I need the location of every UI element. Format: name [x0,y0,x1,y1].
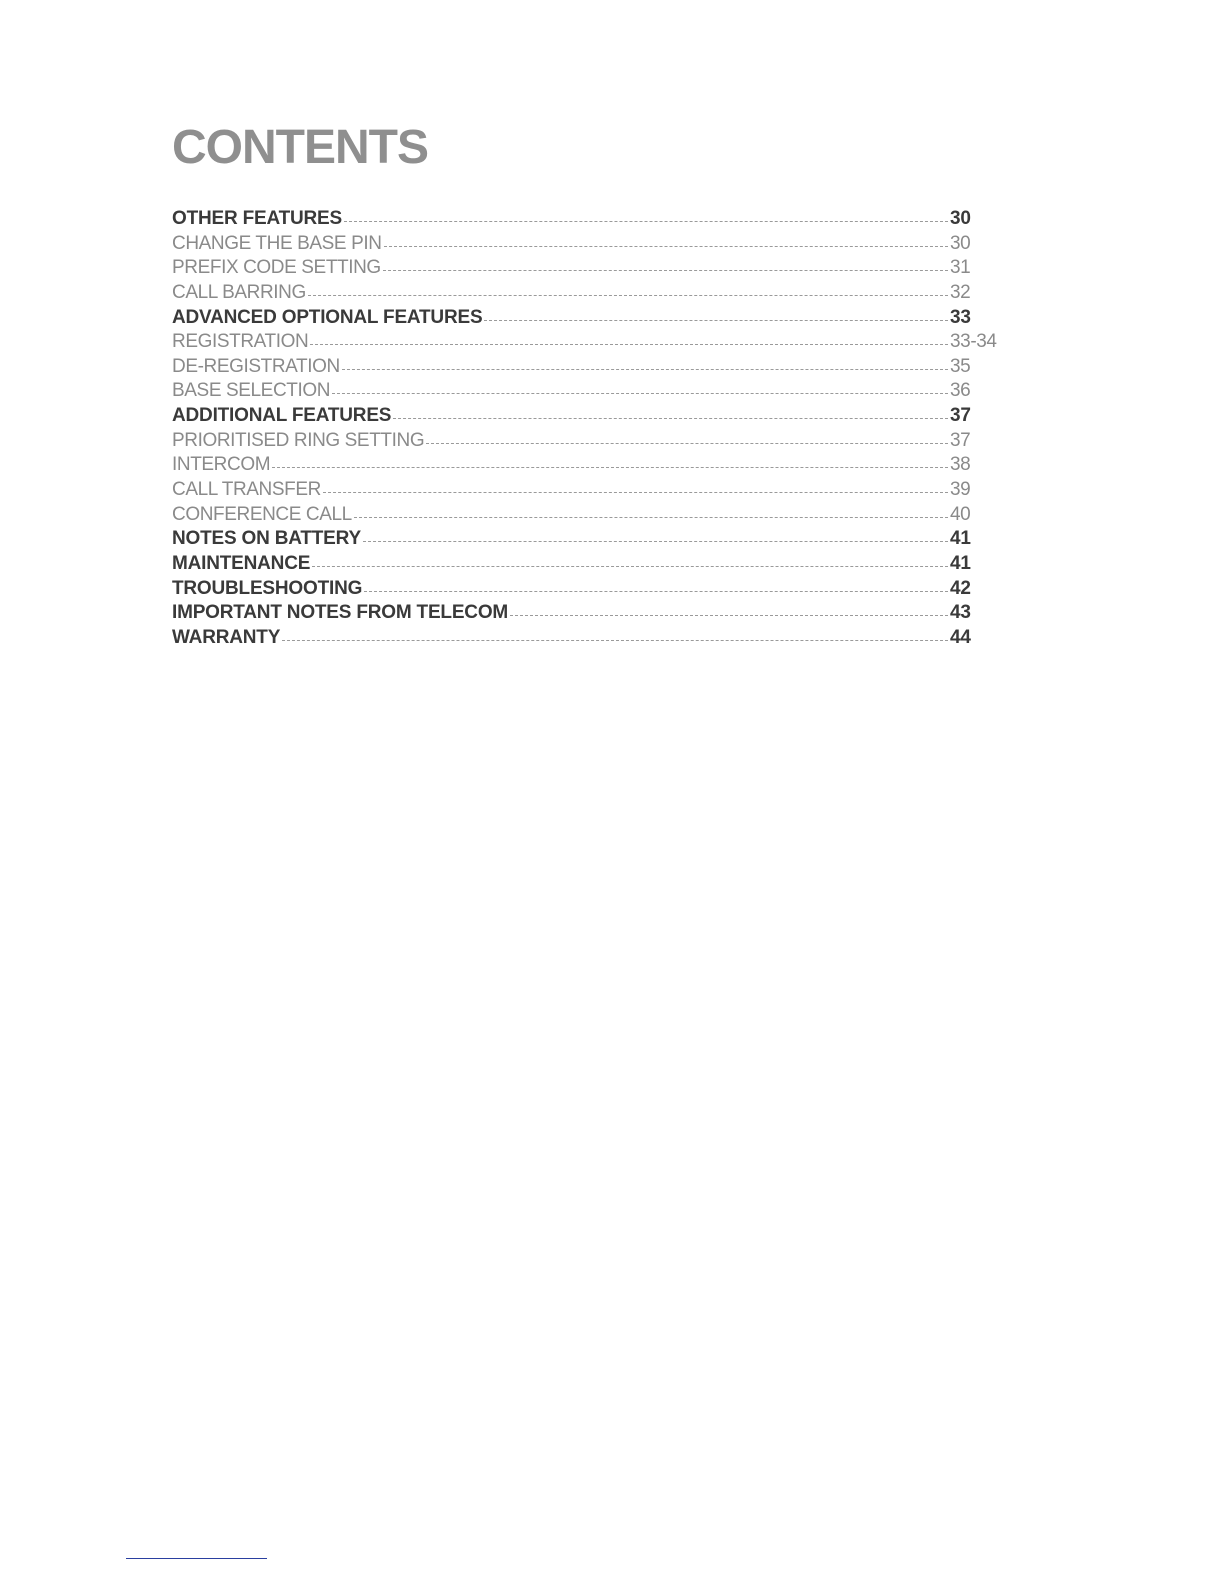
toc-entry[interactable] [172,208,970,233]
toc-entry-page-number: 33-34 [950,331,997,353]
toc-entry-label: CALL BARRING [172,281,306,303]
toc-entry-label: REGISTRATION [172,331,309,353]
toc-entry-label: ADDITIONAL FEATURES [172,405,392,427]
toc-entry-label: MAINTENANCE [172,552,311,574]
dotted-leader [272,467,948,468]
toc-entry[interactable] [172,528,970,553]
toc-entry[interactable] [172,380,970,405]
toc-entry-page-number: 31 [950,257,971,279]
toc-entry[interactable] [172,307,970,332]
toc-entry-label: INTERCOM [172,454,271,476]
toc-entry[interactable] [172,430,970,455]
toc-entry-label: BASE SELECTION [172,380,331,402]
toc-entry[interactable] [172,356,970,381]
dotted-leader [354,517,948,518]
toc-entry-label: PRIORITISED RING SETTING [172,429,425,451]
toc-entry[interactable] [172,454,970,479]
toc-entry-label: PREFIX CODE SETTING [172,257,381,279]
toc-entry-label: TROUBLESHOOTING [172,577,363,599]
dotted-leader [282,640,948,641]
dotted-leader [342,369,948,370]
toc-entry-page-number: 39 [950,479,971,501]
toc-entry-page-number: 32 [950,281,971,303]
dotted-leader [344,221,948,222]
toc-entry[interactable] [172,504,970,529]
toc-entry[interactable] [172,602,970,627]
toc-entry-page-number: 42 [950,577,971,599]
toc-entry-page-number: 41 [950,552,971,574]
dotted-leader [312,566,948,567]
toc-entry-page-number: 37 [950,429,971,451]
dotted-leader [363,541,948,542]
toc-entry[interactable] [172,479,970,504]
dotted-leader [332,393,948,394]
dotted-leader [308,295,948,296]
toc-entry[interactable] [172,233,970,258]
dotted-leader [426,443,948,444]
page-title: CONTENTS [172,121,428,174]
toc-entry-label: CHANGE THE BASE PIN [172,232,382,254]
toc-entry-page-number: 43 [950,602,971,624]
toc-entry[interactable] [172,627,970,652]
toc-entry[interactable] [172,553,970,578]
dotted-leader [484,320,948,321]
dotted-leader [393,418,948,419]
toc-entry[interactable] [172,282,970,307]
footnote-separator-line [126,1558,267,1559]
toc-entry[interactable] [172,578,970,603]
toc-entry-label: WARRANTY [172,626,281,648]
dotted-leader [310,344,948,345]
toc-entry-page-number: 30 [950,232,971,254]
toc-entry-label: DE-REGISTRATION [172,355,340,377]
dotted-leader [323,492,948,493]
toc-entry-page-number: 37 [950,405,971,427]
toc-entry-page-number: 30 [950,208,971,229]
dotted-leader [510,615,948,616]
toc-entry-page-number: 33 [950,306,971,328]
toc-entry-label: CALL TRANSFER [172,479,321,501]
toc-entry-label: IMPORTANT NOTES FROM TELECOM [172,602,509,624]
table-of-contents [172,208,997,652]
dotted-leader [384,246,948,247]
toc-entry[interactable] [172,257,970,282]
toc-entry-label: OTHER FEATURES [172,208,342,229]
toc-entry-page-number: 38 [950,454,971,476]
toc-entry-page-number: 41 [950,528,971,550]
toc-entry-page-number: 35 [950,355,971,377]
dotted-leader [364,591,948,592]
toc-entry-label: CONFERENCE CALL [172,503,352,525]
toc-entry-label: NOTES ON BATTERY [172,528,361,550]
toc-entry-page-number: 44 [950,626,971,648]
toc-entry-page-number: 36 [950,380,971,402]
toc-entry-page-number: 40 [950,503,971,525]
toc-entry[interactable] [172,405,970,430]
toc-entry[interactable] [172,331,997,356]
dotted-leader [383,270,948,271]
toc-entry-label: ADVANCED OPTIONAL FEATURES [172,306,483,328]
